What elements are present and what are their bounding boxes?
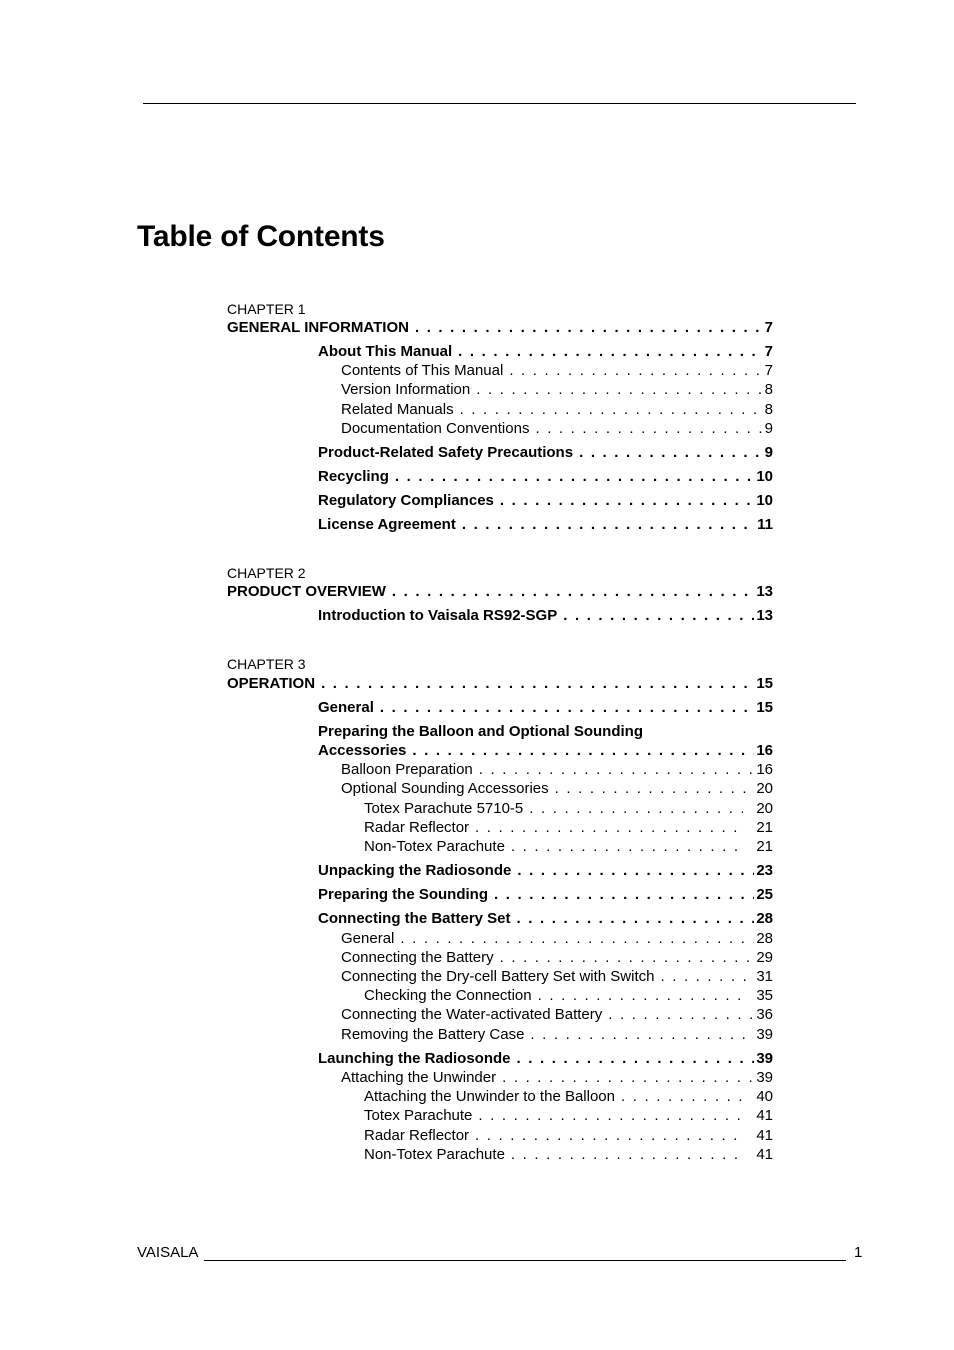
toc-entry-non-totex-parachute[interactable]: Non-Totex Parachute . . . 21 [364, 838, 773, 856]
chapter-label: CHAPTER 3 [227, 656, 306, 672]
toc-entry-general-information[interactable]: GENERAL INFORMATION . . . 7 [227, 319, 773, 337]
toc-entry-recycling[interactable]: Recycling . . . 10 [318, 468, 773, 486]
toc-entry-attaching-unwinder[interactable]: Attaching the Unwinder . . . 39 [341, 1069, 773, 1087]
footer-rule [204, 1260, 846, 1261]
footer-company: VAISALA [137, 1244, 199, 1261]
toc-entry-contents-of-this-manual[interactable]: Contents of This Manual . . . 7 [341, 362, 773, 380]
toc-entry-license-agreement[interactable]: License Agreement . . . 11 [318, 516, 773, 534]
toc-entry-balloon-preparation[interactable]: Balloon Preparation . . . 16 [341, 761, 773, 779]
toc-entry-totex-parachute[interactable]: Totex Parachute . . . 41 [364, 1107, 773, 1125]
toc-entry-radar-reflector[interactable]: Radar Reflector . . . 21 [364, 819, 773, 837]
toc-entry-connecting-battery-set[interactable]: Connecting the Battery Set . . . 28 [318, 910, 773, 928]
toc-entry-checking-connection[interactable]: Checking the Connection . . . 35 [364, 987, 773, 1005]
toc-entry-dry-cell-battery[interactable]: Connecting the Dry-cell Battery Set with Switch . . . 31 [341, 968, 773, 986]
toc-entry-totex-parachute-5710-5[interactable]: Totex Parachute 5710-5 . . . 20 [364, 800, 773, 818]
toc-entry-regulatory-compliances[interactable]: Regulatory Compliances . . . 10 [318, 492, 773, 510]
toc-entry-radar-reflector-2[interactable]: Radar Reflector . . . 41 [364, 1127, 773, 1145]
toc-entry-general-sub[interactable]: General . . . 28 [341, 930, 773, 948]
toc-entry-water-activated-battery[interactable]: Connecting the Water-activated Battery . . . 36 [341, 1006, 773, 1024]
toc-entry-safety-precautions[interactable]: Product-Related Safety Precautions . . . 9 [318, 444, 773, 462]
toc-entry-product-overview[interactable]: PRODUCT OVERVIEW . . . 13 [227, 583, 773, 601]
toc-entry-general[interactable]: General . . . 15 [318, 699, 773, 717]
toc-entry-documentation-conventions[interactable]: Documentation Conventions . . . 9 [341, 420, 773, 438]
toc-entry-related-manuals[interactable]: Related Manuals . . . 8 [341, 401, 773, 419]
toc-entry-unpacking[interactable]: Unpacking the Radiosonde . . . 23 [318, 862, 773, 880]
chapter-label: CHAPTER 2 [227, 565, 306, 581]
toc-entry-connecting-battery[interactable]: Connecting the Battery . . . 29 [341, 949, 773, 967]
toc-entry-preparing-sounding[interactable]: Preparing the Sounding . . . 25 [318, 886, 773, 904]
toc-entry-removing-battery-case[interactable]: Removing the Battery Case . . . 39 [341, 1026, 773, 1044]
chapter-label: CHAPTER 1 [227, 301, 306, 317]
toc-entry-optional-accessories[interactable]: Optional Sounding Accessories . . . 20 [341, 780, 773, 798]
top-rule [143, 103, 856, 104]
toc-entry-introduction[interactable]: Introduction to Vaisala RS92-SGP . . . 13 [318, 607, 773, 625]
toc-entry-unwinder-to-balloon[interactable]: Attaching the Unwinder to the Balloon . . . 40 [364, 1088, 773, 1106]
toc-entry-operation[interactable]: OPERATION . . . 15 [227, 675, 773, 693]
toc-entry-about-this-manual[interactable]: About This Manual . . . 7 [318, 343, 773, 361]
footer-page-number: 1 [854, 1244, 863, 1261]
toc-entry-non-totex-parachute-2[interactable]: Non-Totex Parachute . . . 41 [364, 1146, 773, 1164]
page-title: Table of Contents [137, 220, 385, 253]
toc-entry-wrap-line[interactable]: Preparing the Balloon and Optional Sounding [318, 723, 643, 740]
toc-entry-version-information[interactable]: Version Information . . . 8 [341, 381, 773, 399]
toc-entry-launching[interactable]: Launching the Radiosonde . . . 39 [318, 1050, 773, 1068]
toc-entry-accessories[interactable]: Accessories . . . 16 [318, 742, 773, 760]
